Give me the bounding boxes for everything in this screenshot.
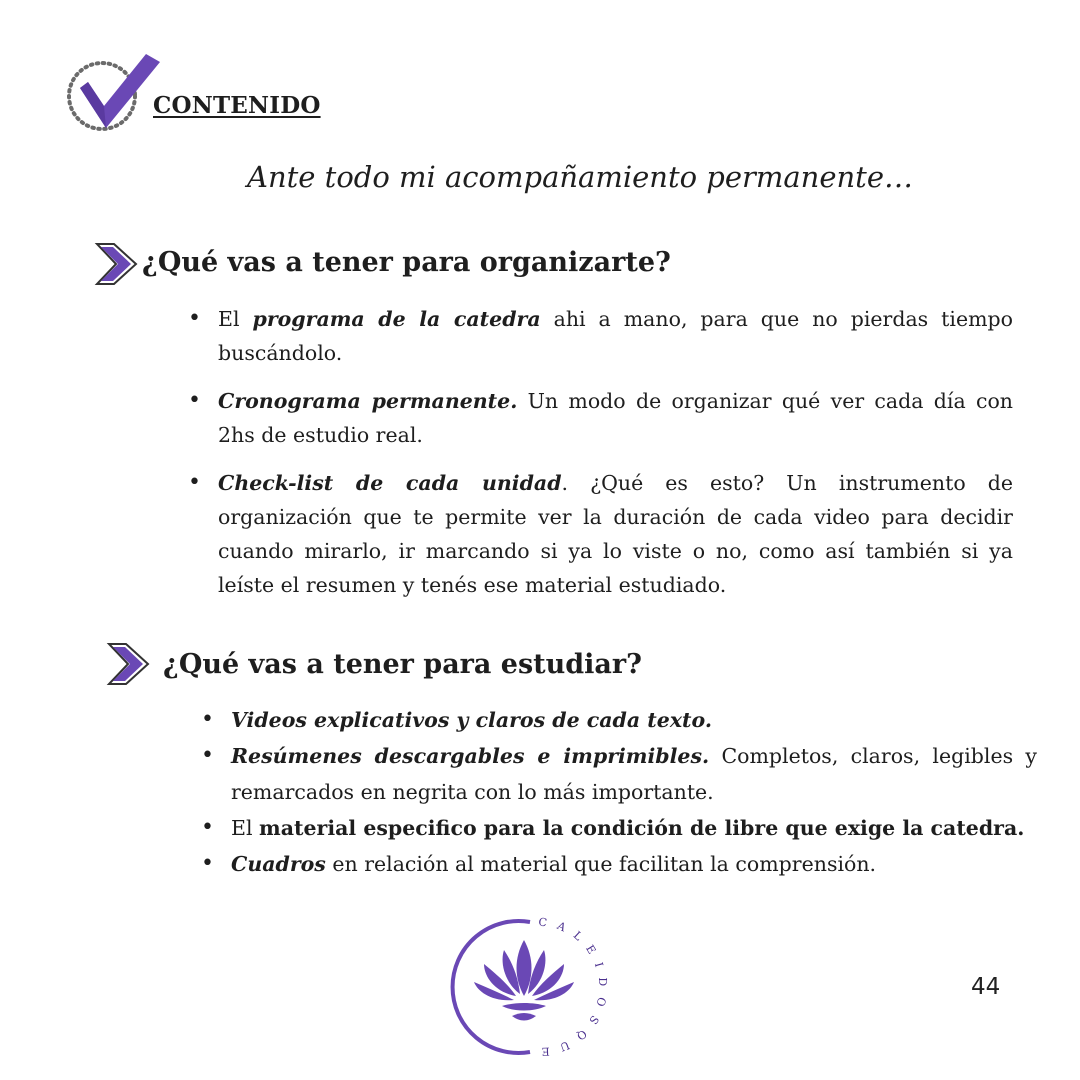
organize-list: [218, 302, 1013, 616]
list-item: • El programa de la catedra ahi a mano, para que no pierdas tiempo buscándolo.: [218, 302, 1013, 370]
page-number: 44: [971, 974, 1001, 1000]
section-heading-estudiar: ¿Qué vas a tener para estudiar?: [163, 649, 642, 680]
list-item: • Resúmenes descargables e imprimibles. Completos, claros, legibles y remarcados en negrita con lo más importante.: [231, 738, 1037, 810]
study-list: [231, 702, 1037, 882]
lotus-logo-icon: [448, 910, 618, 1060]
list-item: • Check-list de cada unidad. ¿Qué es esto? Un instrumento de organización que te permite ver la duración de cada video para decidir cuando mirarlo, ir marcando si ya lo viste o no, como así también si ya leíste el resumen y tenés ese material estudiado.: [218, 466, 1013, 602]
chevron-arrow-icon: [94, 240, 140, 288]
section-title: CONTENIDO: [153, 92, 321, 119]
list-item: • Videos explicativos y claros de cada texto.: [231, 702, 1037, 738]
section-heading-organizarte: ¿Qué vas a tener para organizarte?: [142, 247, 671, 278]
subtitle: Ante todo mi acompañamiento permanente…: [247, 160, 913, 194]
checkmark-logo-icon: [66, 48, 162, 136]
chevron-arrow-icon: [106, 640, 152, 688]
list-item: • Cronograma permanente. Un modo de organizar qué ver cada día con 2hs de estudio real.: [218, 384, 1013, 452]
list-item: • Cuadros en relación al material que facilitan la comprensión.: [231, 846, 1037, 882]
list-item: • El material especifico para la condición de libre que exige la catedra.: [231, 810, 1037, 846]
svg-text:CALEIDOSQUE: CALEIDOSQUE: [531, 915, 610, 1059]
